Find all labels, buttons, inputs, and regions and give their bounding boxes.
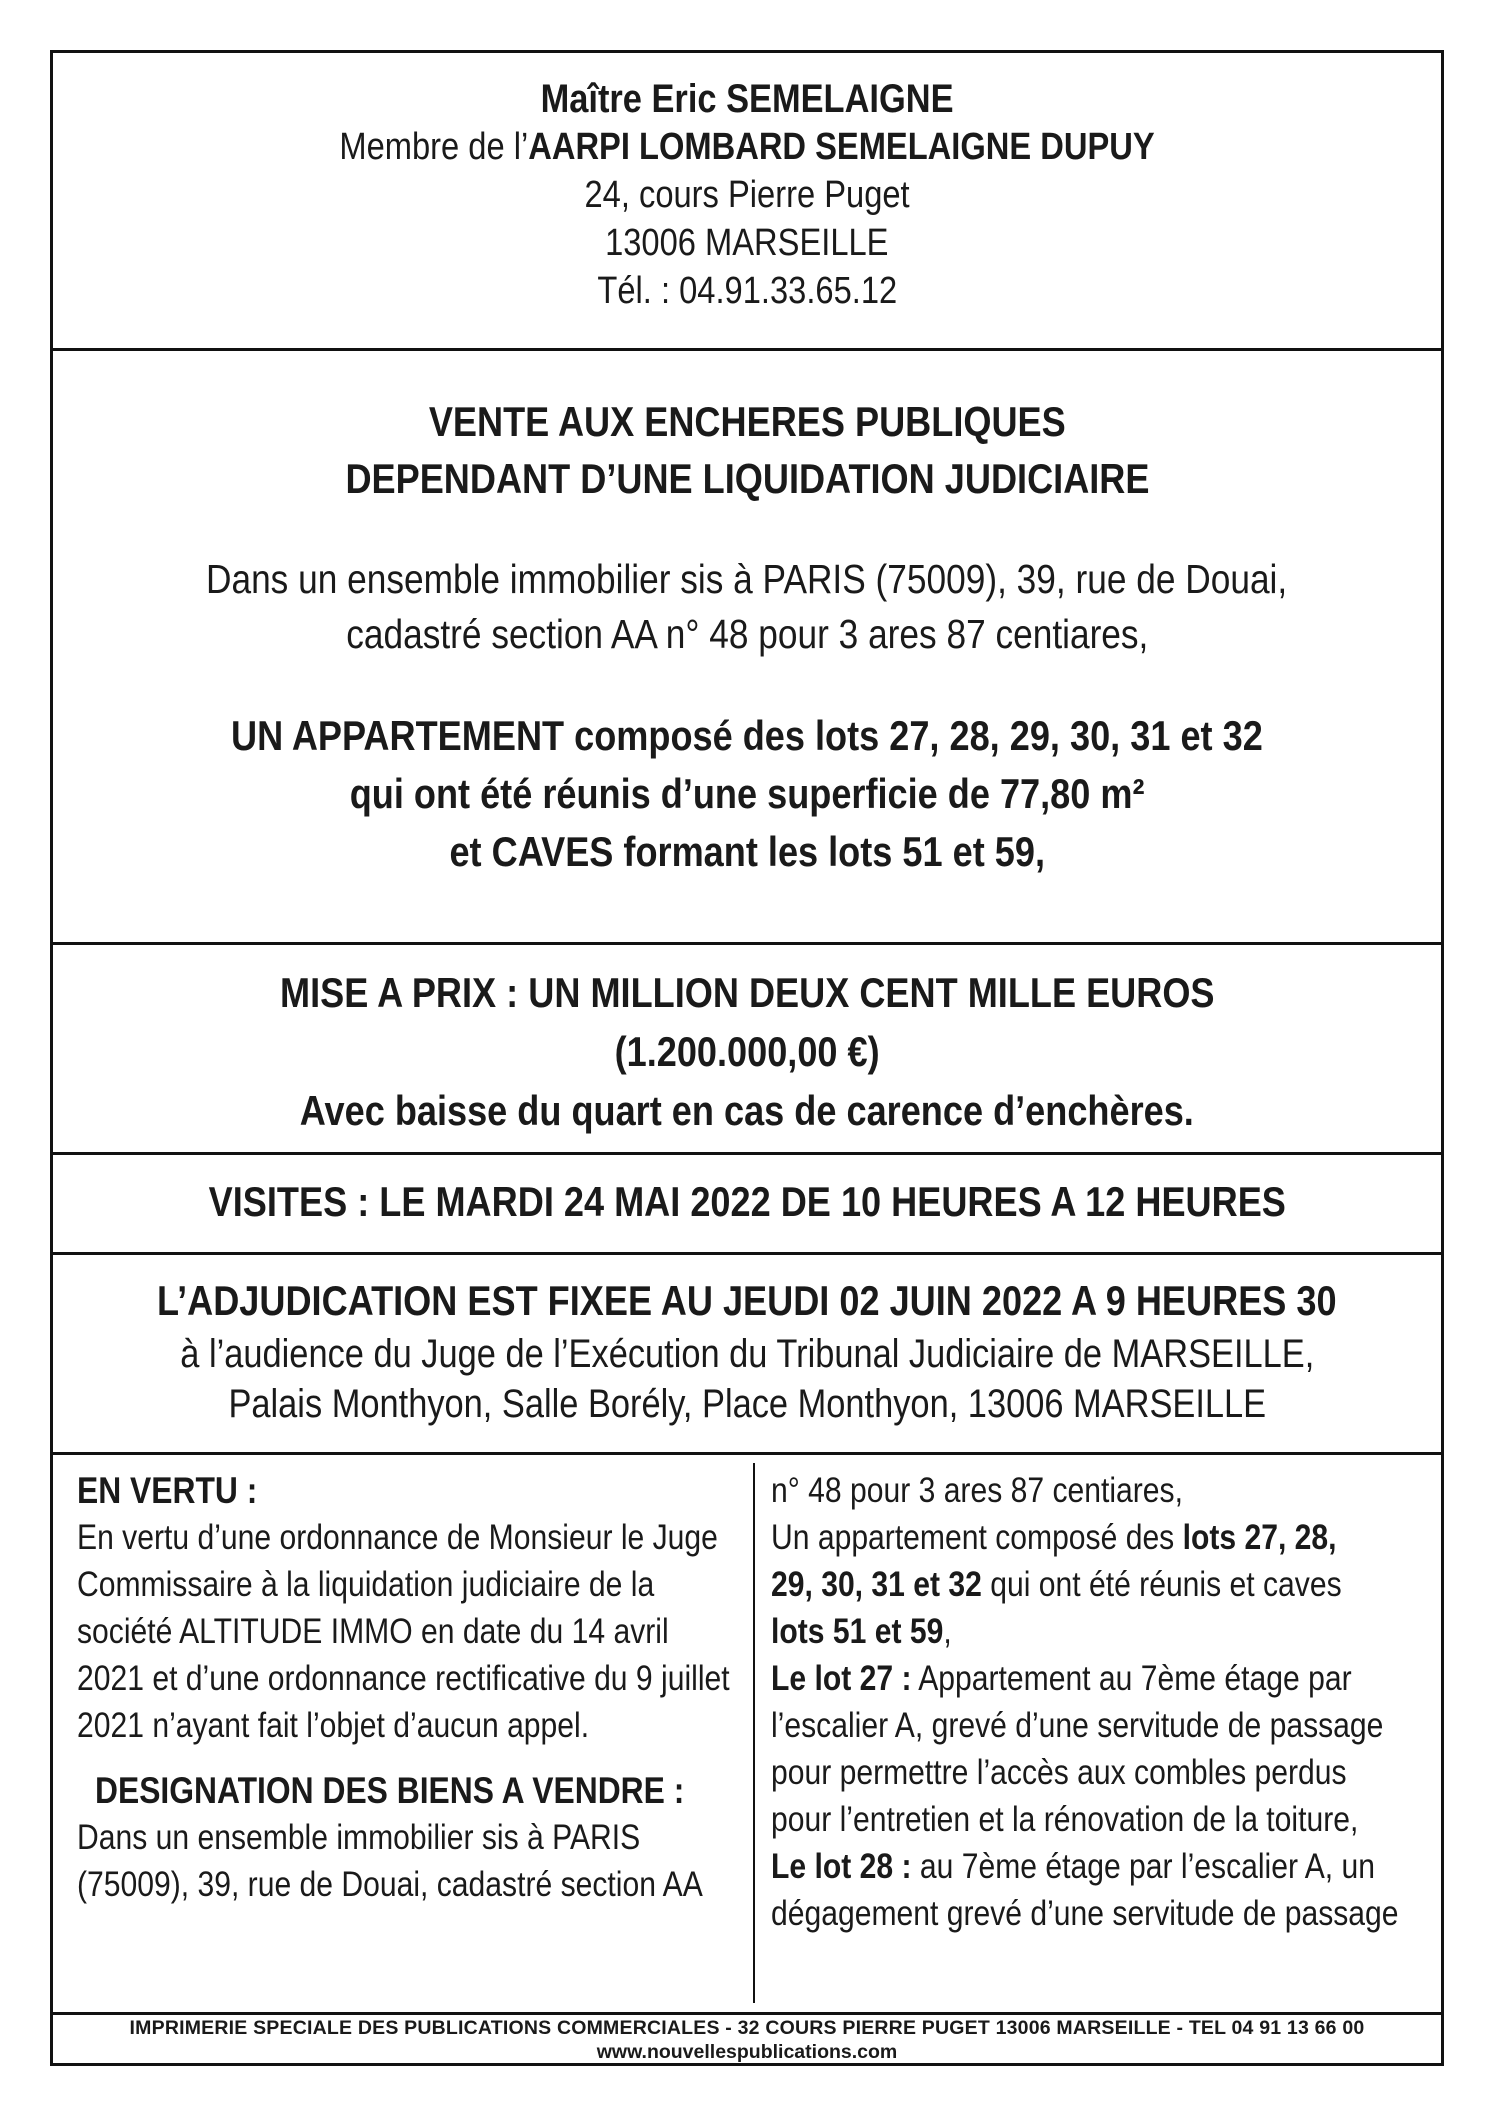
text-run: , bbox=[943, 1612, 952, 1651]
adjudication-title: L’ADJUDICATION EST FIXEE AU JEUDI 02 JUIN 2022 A 9 HEURES 30 bbox=[157, 1277, 1337, 1324]
left-column bbox=[77, 1455, 737, 1908]
sale-section bbox=[53, 351, 1441, 945]
paragraph-line: n° 48 pour 3 ares 87 centiares, bbox=[771, 1471, 1183, 1510]
paragraph-line: société ALTITUDE IMMO en date du 14 avril bbox=[77, 1612, 669, 1651]
paragraph-line: pour l’entretien et la rénovation de la toiture, bbox=[771, 1800, 1359, 1839]
sale-title-line2: DEPENDANT D’UNE LIQUIDATION JUDICIAIRE bbox=[344, 455, 1150, 502]
paragraph-line: dégagement grevé d’une servitude de passage bbox=[771, 1894, 1399, 1933]
location-line2: cadastré section AA n° 48 pour 3 ares 87 centiares, bbox=[345, 611, 1149, 657]
printer-address: IMPRIMERIE SPECIALE DES PUBLICATIONS COMMERCIALES - 32 COURS PIERRE PUGET 13006 MARSEILLE - TEL 04 91 13 66 00 bbox=[129, 2017, 1365, 2039]
apartment-line1: UN APPARTEMENT composé des lots 27, 28, 29, 30, 31 et 32 bbox=[231, 712, 1263, 759]
member-prefix: Membre de l’ bbox=[339, 126, 529, 168]
lawyer-name: Maître Eric SEMELAIGNE bbox=[540, 77, 954, 121]
right-column bbox=[771, 1455, 1431, 1937]
details-columns bbox=[53, 1455, 1441, 2015]
printer-footer bbox=[53, 2015, 1441, 2063]
adjudication-line2: Palais Monthyon, Salle Borély, Place Monthyon, 13006 MARSEILLE bbox=[228, 1382, 1266, 1426]
text-run: qui ont été réunis et caves bbox=[981, 1565, 1342, 1604]
apartment-line2: qui ont été réunis d’une superficie de 77,80 m² bbox=[349, 770, 1145, 817]
law-firm-name: AARPI LOMBARD SEMELAIGNE DUPUY bbox=[528, 126, 1155, 168]
text-run-bold: 29, 30, 31 et 32 bbox=[771, 1565, 982, 1604]
lawyer-address: 24, cours Pierre Puget bbox=[584, 174, 910, 216]
apartment-line3: et CAVES formant les lots 51 et 59, bbox=[449, 828, 1045, 875]
price-line1: MISE A PRIX : UN MILLION DEUX CENT MILLE EUROS bbox=[279, 969, 1215, 1016]
visits-text: VISITES : LE MARDI 24 MAI 2022 DE 10 HEURES A 12 HEURES bbox=[208, 1178, 1286, 1225]
heading-designation: DESIGNATION DES BIENS A VENDRE : bbox=[95, 1770, 685, 1811]
lawyer-city: 13006 MARSEILLE bbox=[605, 222, 889, 264]
heading-en-vertu: EN VERTU : bbox=[77, 1470, 258, 1511]
text-run-bold: Le lot 28 : bbox=[771, 1847, 912, 1886]
paragraph-line: (75009), 39, rue de Douai, cadastré section AA bbox=[77, 1865, 703, 1904]
price-reduction-note: Avec baisse du quart en cas de carence d’enchères. bbox=[299, 1087, 1195, 1134]
text-run: au 7ème étage par l’escalier A, un bbox=[911, 1847, 1376, 1886]
paragraph-line: Dans un ensemble immobilier sis à PARIS bbox=[77, 1818, 641, 1857]
location-line1: Dans un ensemble immobilier sis à PARIS (75009), 39, rue de Douai, bbox=[206, 556, 1288, 602]
lawyer-phone: Tél. : 04.91.33.65.12 bbox=[597, 270, 897, 312]
starting-price-section bbox=[53, 945, 1441, 1155]
paragraph-line: Commissaire à la liquidation judiciaire de la bbox=[77, 1565, 655, 1604]
adjudication-line1: à l’audience du Juge de l’Exécution du Tribunal Judiciaire de MARSEILLE, bbox=[180, 1332, 1314, 1376]
notice-frame bbox=[50, 50, 1444, 2066]
adjudication-section bbox=[53, 1255, 1441, 1455]
paragraph-line: 2021 et d’une ordonnance rectificative du 9 juillet bbox=[77, 1659, 730, 1698]
paragraph-line: En vertu d’une ordonnance de Monsieur le Juge bbox=[77, 1518, 718, 1557]
paragraph-line: 2021 n’ayant fait l’objet d’aucun appel. bbox=[77, 1706, 590, 1745]
text-run-bold: lots 27, 28, bbox=[1182, 1518, 1337, 1557]
visits-section bbox=[53, 1155, 1441, 1255]
column-divider bbox=[753, 1463, 755, 2003]
lawyer-header bbox=[53, 53, 1441, 351]
text-run-bold: Le lot 27 : bbox=[771, 1659, 912, 1698]
text-run: Appartement au 7ème étage par bbox=[911, 1659, 1352, 1698]
sale-title-line1: VENTE AUX ENCHERES PUBLIQUES bbox=[428, 398, 1066, 445]
price-amount: (1.200.000,00 €) bbox=[614, 1028, 880, 1075]
paragraph-line: l’escalier A, grevé d’une servitude de passage bbox=[771, 1706, 1384, 1745]
text-run: Un appartement composé des bbox=[771, 1518, 1183, 1557]
paragraph-line: pour permettre l’accès aux combles perdus bbox=[771, 1753, 1347, 1792]
printer-website: www.nouvellespublications.com bbox=[596, 2041, 898, 2063]
text-run-bold: lots 51 et 59 bbox=[771, 1612, 944, 1651]
